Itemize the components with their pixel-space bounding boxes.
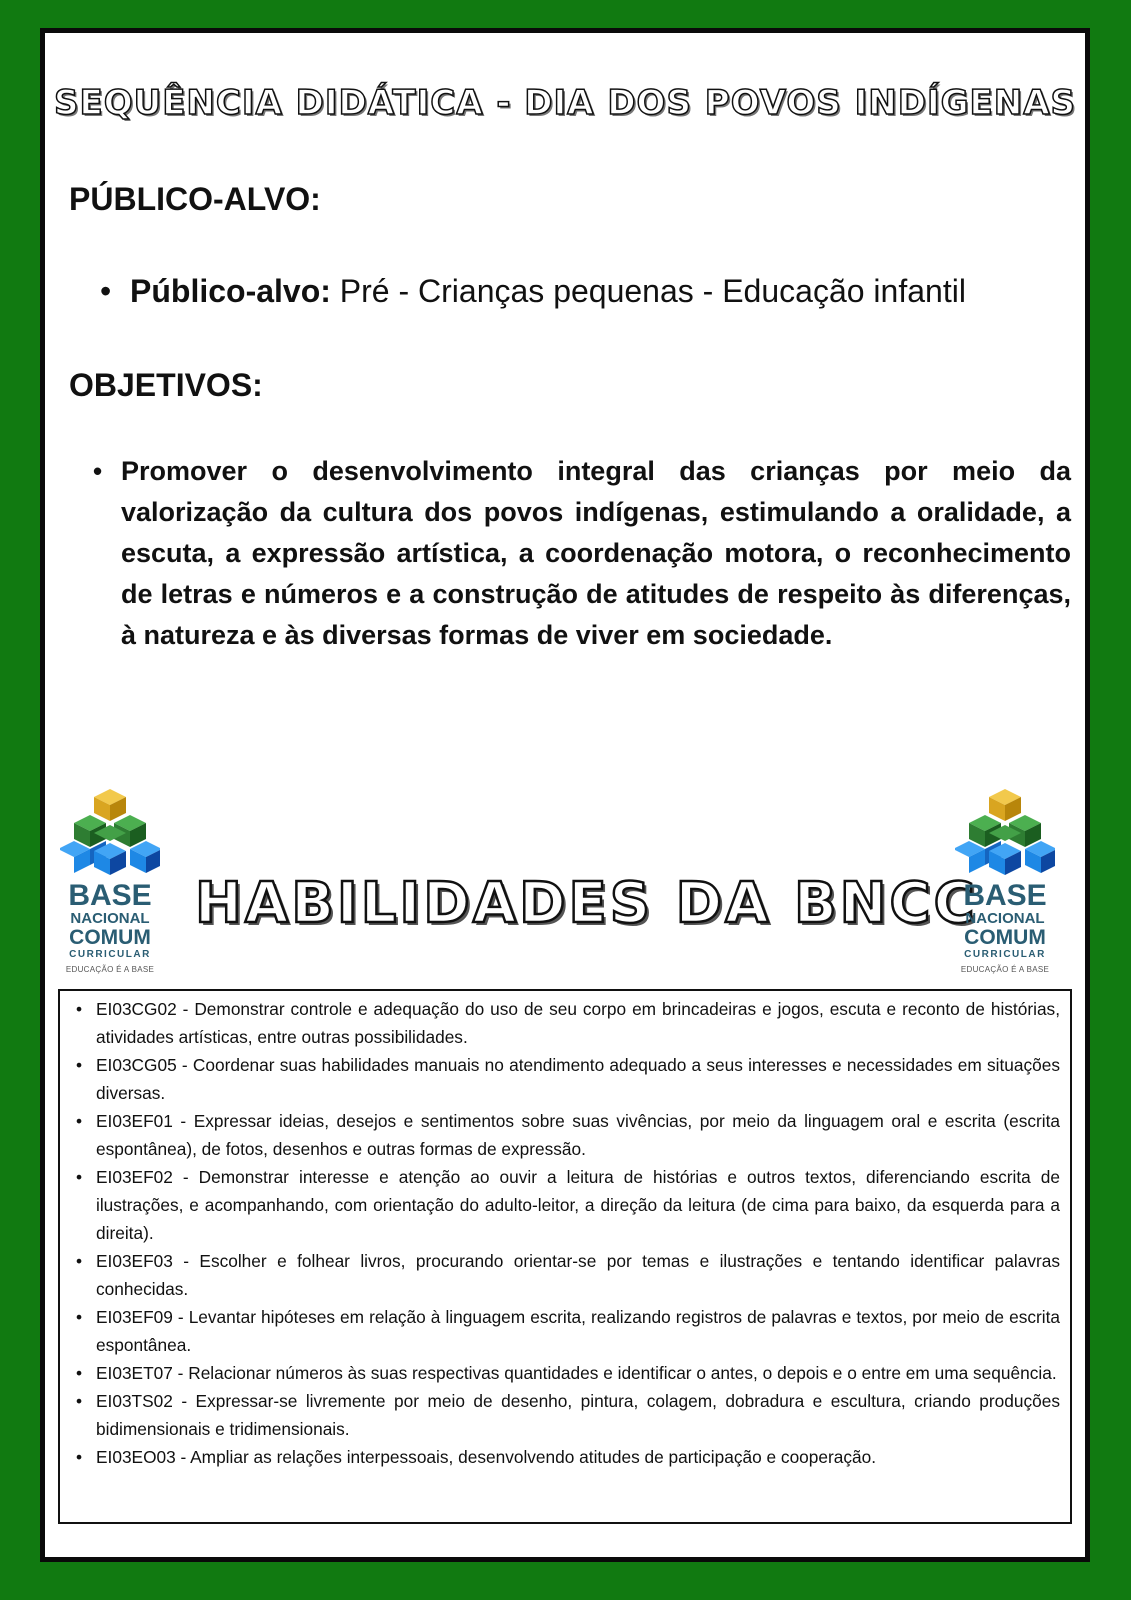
logo-text-slogan: EDUCAÇÃO É A BASE bbox=[65, 965, 155, 974]
bncc-skill-item: • EI03CG02 - Demonstrar controle e adequação do uso de seu corpo em brincadeiras e jogos, escuta e reconto de histórias, atividades artísticas, entre outras possibilidades. bbox=[96, 995, 1060, 1051]
document-page bbox=[40, 28, 1090, 1562]
publico-alvo-heading: PÚBLICO-ALVO: bbox=[69, 181, 321, 217]
publico-alvo-item bbox=[100, 273, 966, 310]
objetivo-item: • Promover o desenvolvimento integral das crianças por meio da valorização da cultura dos povos indígenas, estimulando a oralidade, a escuta, a expressão artística, a coordenação motora, o reconhecimento de letras e números e a construção de atitudes de respeito às diferenças, à natureza e às diversas formas de viver em sociedade. bbox=[121, 451, 1071, 656]
bncc-skill-item: • EI03CG05 - Coordenar suas habilidades manuais no atendimento adequado a seus interesses e necessidades em situações diversas. bbox=[96, 1051, 1060, 1107]
bncc-skill-item: • EI03EO03 - Ampliar as relações interpessoais, desenvolvendo atitudes de participação e cooperação. bbox=[96, 1443, 1060, 1471]
bncc-skills-list bbox=[60, 991, 1070, 1471]
logo-text-nacional: NACIONAL bbox=[965, 910, 1045, 927]
logo-text-nacional: NACIONAL bbox=[70, 910, 150, 927]
bncc-skill-item: • EI03EF01 - Expressar ideias, desejos e sentimentos sobre suas vivências, por meio da linguagem oral e escrita (escrita espontânea), de fotos, desenhos e outras formas de expressão. bbox=[96, 1107, 1060, 1163]
bncc-skill-item: • EI03ET07 - Relacionar números às suas respectivas quantidades e identificar o antes, o depois e o entre em uma sequência. bbox=[96, 1359, 1060, 1387]
bncc-logo-right bbox=[955, 785, 1055, 978]
logo-text-slogan: EDUCAÇÃO É A BASE bbox=[960, 965, 1050, 974]
bullet-icon: • bbox=[100, 273, 112, 309]
logo-text-base: BASE bbox=[68, 879, 152, 912]
bncc-skill-item: • EI03EF02 - Demonstrar interesse e atenção ao ouvir a leitura de histórias e outros textos, diferenciando escrita de ilustrações, e acompanhando, com orientação do adulto-leitor, a direção da leitura (de cima para baixo, da esquerda para a direita). bbox=[96, 1163, 1060, 1247]
objetivos-heading: OBJETIVOS: bbox=[69, 367, 263, 403]
logo-text-curricular: CURRICULAR bbox=[69, 949, 151, 960]
bncc-skill-item: • EI03TS02 - Expressar-se livremente por meio de desenho, pintura, colagem, dobradura e escultura, criando produções bidimensionais e tridimensionais. bbox=[96, 1387, 1060, 1443]
logo-text-curricular: CURRICULAR bbox=[964, 949, 1046, 960]
logo-text-comum: COMUM bbox=[69, 926, 151, 949]
bncc-skills-box bbox=[58, 989, 1072, 1524]
bncc-skill-item: • EI03EF09 - Levantar hipóteses em relação à linguagem escrita, realizando registros de palavras e textos, por meio de escrita espontânea. bbox=[96, 1303, 1060, 1359]
cubes-logo-icon bbox=[60, 785, 160, 881]
cubes-logo-icon bbox=[955, 785, 1055, 881]
publico-alvo-label: Público-alvo: bbox=[130, 273, 331, 309]
bncc-heading: HABILIDADES DA BNCC bbox=[195, 871, 978, 936]
logo-text-base: BASE bbox=[963, 879, 1047, 912]
objetivos-list bbox=[95, 451, 1071, 656]
bncc-skill-item: • EI03EF03 - Escolher e folhear livros, procurando orientar-se por temas e ilustrações e tentando identificar palavras conhecidas. bbox=[96, 1247, 1060, 1303]
bncc-logo-left bbox=[60, 785, 160, 978]
page-title: SEQUÊNCIA DIDÁTICA - DIA DOS POVOS INDÍGENAS bbox=[53, 83, 1076, 123]
logo-text-comum: COMUM bbox=[964, 926, 1046, 949]
publico-alvo-value: Pré - Crianças pequenas - Educação infantil bbox=[330, 273, 966, 309]
